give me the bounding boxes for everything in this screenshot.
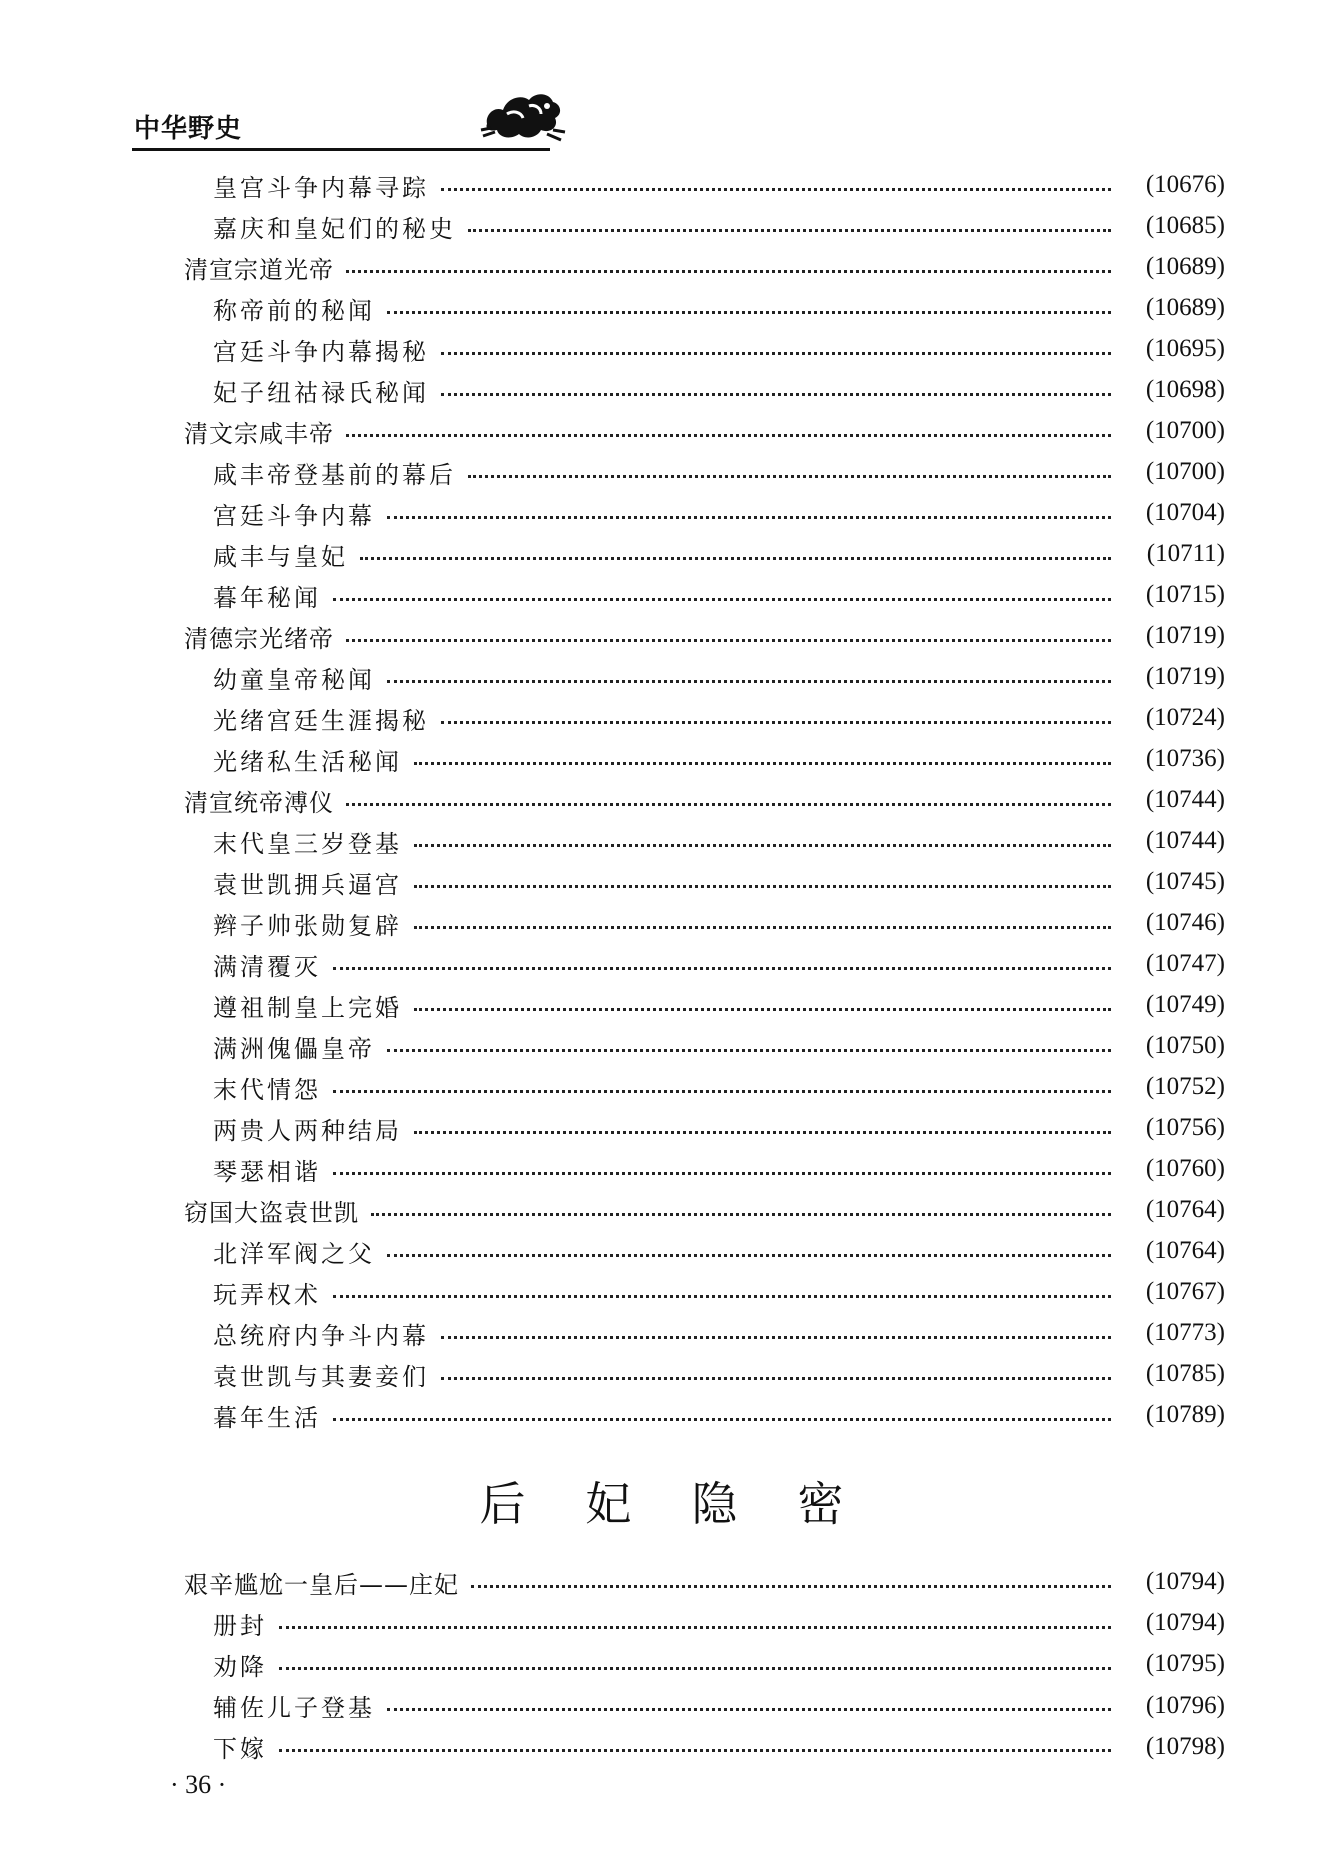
section-heading: 后妃隐密 bbox=[479, 1477, 904, 1531]
dot-leader bbox=[441, 393, 1111, 396]
toc-entry-page: (10695) bbox=[1145, 335, 1225, 362]
toc-entry-page: (10756) bbox=[1145, 1114, 1225, 1141]
toc-entry bbox=[213, 698, 1225, 738]
toc-entry-page: (10760) bbox=[1145, 1155, 1225, 1182]
toc-entry-title: 窃国大盗袁世凯 bbox=[184, 1198, 359, 1227]
toc-entry bbox=[213, 1603, 1225, 1643]
dot-leader bbox=[387, 516, 1111, 519]
toc-entry bbox=[213, 1272, 1225, 1312]
toc-entry-page: (10798) bbox=[1145, 1732, 1225, 1760]
toc-entry-title: 艰辛尴尬一皇后——庄妃 bbox=[184, 1570, 459, 1599]
dot-leader bbox=[333, 1295, 1111, 1298]
toc-entry bbox=[213, 206, 1225, 246]
toc-entry bbox=[213, 739, 1225, 779]
dot-leader bbox=[333, 598, 1111, 601]
toc-entry bbox=[213, 1149, 1225, 1189]
dot-leader bbox=[346, 803, 1111, 806]
dot-leader bbox=[387, 1049, 1111, 1052]
toc-entry-page: (10698) bbox=[1145, 376, 1225, 403]
toc-entry-title: 末代皇三岁登基 bbox=[213, 829, 402, 858]
dot-leader bbox=[333, 967, 1111, 970]
toc-entry-page: (10711) bbox=[1146, 540, 1225, 567]
toc-entry bbox=[213, 165, 1225, 205]
toc-entry-page: (10785) bbox=[1145, 1360, 1225, 1387]
toc-entry bbox=[213, 862, 1225, 902]
dot-leader bbox=[333, 1172, 1111, 1175]
toc-entry-title: 北洋军阀之父 bbox=[213, 1239, 375, 1268]
toc-entry-page: (10744) bbox=[1145, 827, 1225, 854]
dot-leader bbox=[441, 721, 1111, 724]
dot-leader bbox=[414, 926, 1111, 929]
toc-entry bbox=[213, 903, 1225, 943]
toc-entry bbox=[213, 821, 1225, 861]
toc-entry bbox=[213, 288, 1225, 328]
dot-leader bbox=[387, 1708, 1111, 1711]
toc-entry-page: (10704) bbox=[1145, 499, 1225, 526]
toc-entry bbox=[213, 534, 1225, 574]
toc-entry-title: 妃子纽祜禄氏秘闻 bbox=[213, 378, 429, 407]
toc-entry bbox=[184, 1190, 1225, 1230]
toc-entry-title: 咸丰与皇妃 bbox=[213, 542, 348, 571]
toc-entry-title: 总统府内争斗内幕 bbox=[213, 1321, 429, 1350]
toc-entry bbox=[213, 985, 1225, 1025]
toc-entry bbox=[213, 370, 1225, 410]
toc-entry-title: 光绪私生活秘闻 bbox=[213, 747, 402, 776]
dot-leader bbox=[414, 844, 1111, 847]
page-number: · 36 · bbox=[170, 1770, 227, 1799]
toc-entry-page: (10689) bbox=[1145, 253, 1225, 280]
dot-leader bbox=[279, 1749, 1111, 1752]
toc-entry bbox=[213, 329, 1225, 369]
toc-entry-title: 劝降 bbox=[213, 1652, 267, 1681]
toc-entry-title: 玩弄权术 bbox=[213, 1280, 321, 1309]
dot-leader bbox=[346, 434, 1111, 437]
toc-entry-title: 宫廷斗争内幕揭秘 bbox=[213, 337, 429, 366]
toc-entry-page: (10794) bbox=[1145, 1609, 1225, 1637]
toc-entry-title: 皇宫斗争内幕寻踪 bbox=[213, 173, 429, 202]
toc-entry-page: (10715) bbox=[1145, 581, 1225, 608]
toc-entry-page: (10719) bbox=[1145, 663, 1225, 690]
toc-entry bbox=[184, 616, 1225, 656]
dot-leader bbox=[279, 1667, 1111, 1670]
toc-entry-title: 辫子帅张勋复辟 bbox=[213, 911, 402, 940]
toc-entry-title: 清文宗咸丰帝 bbox=[184, 419, 334, 448]
toc-entry-title: 嘉庆和皇妃们的秘史 bbox=[213, 214, 456, 243]
running-header bbox=[132, 80, 550, 151]
toc-entry-page: (10719) bbox=[1145, 622, 1225, 649]
toc-entry-page: (10764) bbox=[1145, 1196, 1225, 1223]
toc-entry-title: 两贵人两种结局 bbox=[213, 1116, 402, 1145]
toc-entry-title: 光绪宫廷生涯揭秘 bbox=[213, 706, 429, 735]
dot-leader bbox=[414, 762, 1111, 765]
toc-entry bbox=[213, 1026, 1225, 1066]
toc-entry-title: 咸丰帝登基前的幕后 bbox=[213, 460, 456, 489]
toc-entry bbox=[213, 1067, 1225, 1107]
dot-leader bbox=[414, 885, 1111, 888]
toc-entry bbox=[213, 1727, 1225, 1767]
toc-entry bbox=[213, 452, 1225, 492]
dot-leader bbox=[468, 229, 1111, 232]
toc-entry-page: (10724) bbox=[1145, 704, 1225, 731]
dot-leader bbox=[387, 680, 1111, 683]
toc-entry-title: 满清覆灭 bbox=[213, 952, 321, 981]
toc-entry-page: (10764) bbox=[1145, 1237, 1225, 1264]
dot-leader bbox=[441, 188, 1111, 191]
toc-entry bbox=[184, 780, 1225, 820]
toc-entry-title: 暮年生活 bbox=[213, 1403, 321, 1432]
toc-entry-page: (10744) bbox=[1145, 786, 1225, 813]
toc-entry-page: (10676) bbox=[1145, 171, 1225, 198]
toc-entry-title: 清德宗光绪帝 bbox=[184, 624, 334, 653]
toc-entry-title: 下嫁 bbox=[213, 1735, 267, 1764]
dot-leader bbox=[279, 1626, 1111, 1629]
toc-entry-title: 辅佐儿子登基 bbox=[213, 1694, 375, 1723]
toc-entry-page: (10700) bbox=[1145, 417, 1225, 444]
toc-entry bbox=[213, 575, 1225, 615]
toc-entry-title: 宫廷斗争内幕 bbox=[213, 501, 375, 530]
toc-entry-page: (10749) bbox=[1145, 991, 1225, 1018]
toc-entry-page: (10685) bbox=[1145, 212, 1225, 239]
dot-leader bbox=[468, 475, 1111, 478]
toc-entry bbox=[213, 1313, 1225, 1353]
dot-leader bbox=[346, 270, 1111, 273]
toc-entry bbox=[213, 1231, 1225, 1271]
toc-entry-title: 末代情怨 bbox=[213, 1075, 321, 1104]
toc-entry bbox=[213, 1644, 1225, 1684]
toc-entry-page: (10750) bbox=[1145, 1032, 1225, 1059]
toc-entry bbox=[184, 247, 1225, 287]
toc-entry-title: 袁世凯与其妻妾们 bbox=[213, 1362, 429, 1391]
toc-entry bbox=[213, 1108, 1225, 1148]
toc-entry-page: (10689) bbox=[1145, 294, 1225, 321]
toc-entry-title: 满洲傀儡皇帝 bbox=[213, 1034, 375, 1063]
dragon-emblem-icon bbox=[477, 84, 567, 146]
toc-entry bbox=[213, 944, 1225, 984]
toc-entry-page: (10795) bbox=[1145, 1650, 1225, 1678]
toc-entry-page: (10794) bbox=[1145, 1568, 1225, 1595]
dot-leader bbox=[414, 1008, 1111, 1011]
toc-entry-title: 清宣宗道光帝 bbox=[184, 255, 334, 284]
toc-entry-title: 袁世凯拥兵逼宫 bbox=[213, 870, 402, 899]
dot-leader bbox=[441, 352, 1111, 355]
toc-entry-title: 称帝前的秘闻 bbox=[213, 296, 375, 325]
dot-leader bbox=[360, 557, 1111, 560]
toc-entry bbox=[184, 411, 1225, 451]
dot-leader bbox=[414, 1131, 1111, 1134]
toc-entry bbox=[213, 1354, 1225, 1394]
dot-leader bbox=[346, 639, 1111, 642]
dot-leader bbox=[441, 1377, 1111, 1380]
toc-entry-title: 幼童皇帝秘闻 bbox=[213, 665, 375, 694]
toc-entry-page: (10752) bbox=[1145, 1073, 1225, 1100]
dot-leader bbox=[371, 1213, 1111, 1216]
toc-entry-page: (10767) bbox=[1145, 1278, 1225, 1305]
toc-entry-title: 暮年秘闻 bbox=[213, 583, 321, 612]
toc-entry-page: (10745) bbox=[1145, 868, 1225, 895]
toc-entry bbox=[213, 493, 1225, 533]
toc-entry-page: (10796) bbox=[1145, 1691, 1225, 1719]
dot-leader bbox=[387, 1254, 1111, 1257]
toc-entry bbox=[213, 1395, 1225, 1435]
dot-leader bbox=[441, 1336, 1111, 1339]
toc-entry-title: 册封 bbox=[213, 1611, 267, 1640]
toc-entry-title: 清宣统帝溥仪 bbox=[184, 788, 334, 817]
toc-entry-page: (10773) bbox=[1145, 1319, 1225, 1346]
toc-entry bbox=[184, 1562, 1225, 1602]
book-title: 中华野史 bbox=[134, 114, 243, 144]
dot-leader bbox=[387, 311, 1111, 314]
toc-entry bbox=[213, 657, 1225, 697]
toc-entry-page: (10746) bbox=[1145, 909, 1225, 936]
toc-entry-page: (10789) bbox=[1145, 1401, 1225, 1428]
toc-entry-title: 遵祖制皇上完婚 bbox=[213, 993, 402, 1022]
toc-entry-title: 琴瑟相谐 bbox=[213, 1157, 321, 1186]
toc-entry-page: (10747) bbox=[1145, 950, 1225, 977]
toc-entry-page: (10700) bbox=[1145, 458, 1225, 485]
toc-entry bbox=[213, 1686, 1225, 1726]
dot-leader bbox=[333, 1090, 1111, 1093]
dot-leader bbox=[471, 1585, 1111, 1588]
dot-leader bbox=[333, 1418, 1111, 1421]
toc-entry-page: (10736) bbox=[1145, 745, 1225, 772]
